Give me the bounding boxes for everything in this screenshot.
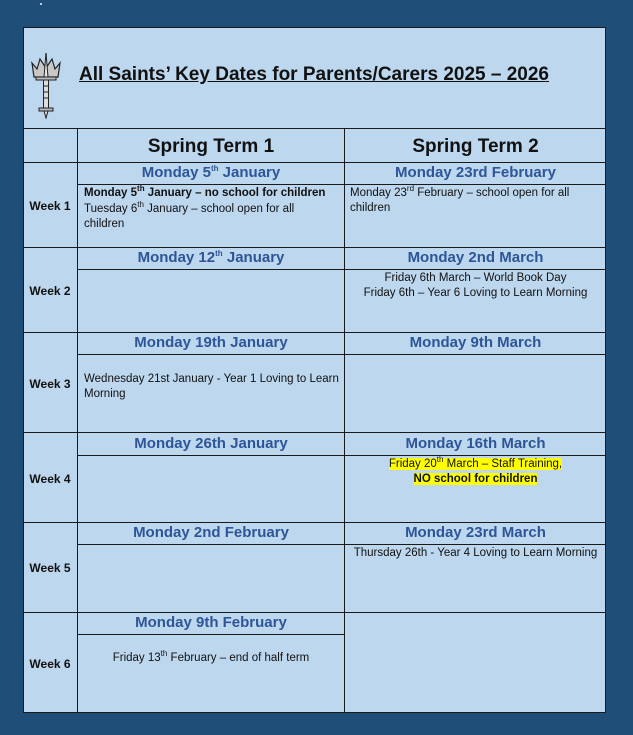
week-label: Week 2 [29, 284, 71, 298]
grid-line [23, 522, 606, 523]
event-item: Friday 6th March – World Book Day [384, 272, 567, 284]
grid-line [77, 634, 345, 635]
term1-week-date: Monday 2nd February [133, 524, 289, 541]
grid-line [23, 332, 606, 333]
term1-week-date: Monday 5th January [141, 164, 281, 181]
grid-line [23, 128, 606, 129]
grid-line [77, 455, 606, 456]
grid-line [344, 128, 345, 713]
event-item: Thursday 26th - Year 4 Loving to Learn Morning [353, 547, 598, 559]
event-item: Friday 20th March – Staff Training, [388, 455, 563, 470]
grid-line [77, 544, 606, 545]
term2-week-date: Monday 16th March [405, 435, 546, 452]
term2-week-date: Monday 23rd February [395, 164, 556, 181]
event-item: Tuesday 6th January – school open for all children [84, 200, 295, 230]
grid-line [23, 247, 606, 248]
event-item: Monday 5th January – no school for children [84, 184, 326, 199]
event-item: Friday 13th February – end of half term [112, 649, 310, 664]
corner-dot [40, 3, 42, 5]
grid-line [23, 432, 606, 433]
term1-week-date: Monday 19th January [134, 334, 288, 351]
week-label: Week 4 [29, 472, 71, 486]
event-item: Friday 6th – Year 6 Loving to Learn Morning [363, 287, 588, 299]
term1-week-date: Monday 9th February [135, 614, 287, 631]
week-label: Week 5 [29, 561, 71, 575]
event-item: Monday 23rd February – school open for all children [350, 184, 570, 214]
grid-line [23, 712, 345, 713]
term2-week-date: Monday 23rd March [405, 524, 546, 541]
grid-line [77, 354, 606, 355]
term1-week-date: Monday 12th January [137, 249, 285, 266]
week-label: Week 6 [29, 657, 71, 671]
term1-header: Spring Term 1 [147, 136, 275, 157]
page-title: All Saints’ Key Dates for Parents/Carers 2025 – 2026 [79, 64, 549, 85]
key-dates-sheet [23, 27, 606, 713]
term1-week-date: Monday 26th January [134, 435, 288, 452]
event-item: Wednesday 21st January - Year 1 Loving to Learn Morning [84, 373, 339, 400]
sword-crown-emblem-icon [29, 51, 63, 119]
term2-week-date: Monday 9th March [409, 334, 542, 351]
grid-line [23, 612, 606, 613]
event-item: NO school for children [413, 473, 538, 485]
grid-line [77, 269, 606, 270]
week-label: Week 1 [29, 199, 71, 213]
grid-line [23, 162, 606, 163]
term2-header: Spring Term 2 [412, 136, 539, 157]
grid-line [77, 184, 606, 185]
week-label: Week 3 [29, 377, 71, 391]
term2-week-date: Monday 2nd March [407, 249, 544, 266]
